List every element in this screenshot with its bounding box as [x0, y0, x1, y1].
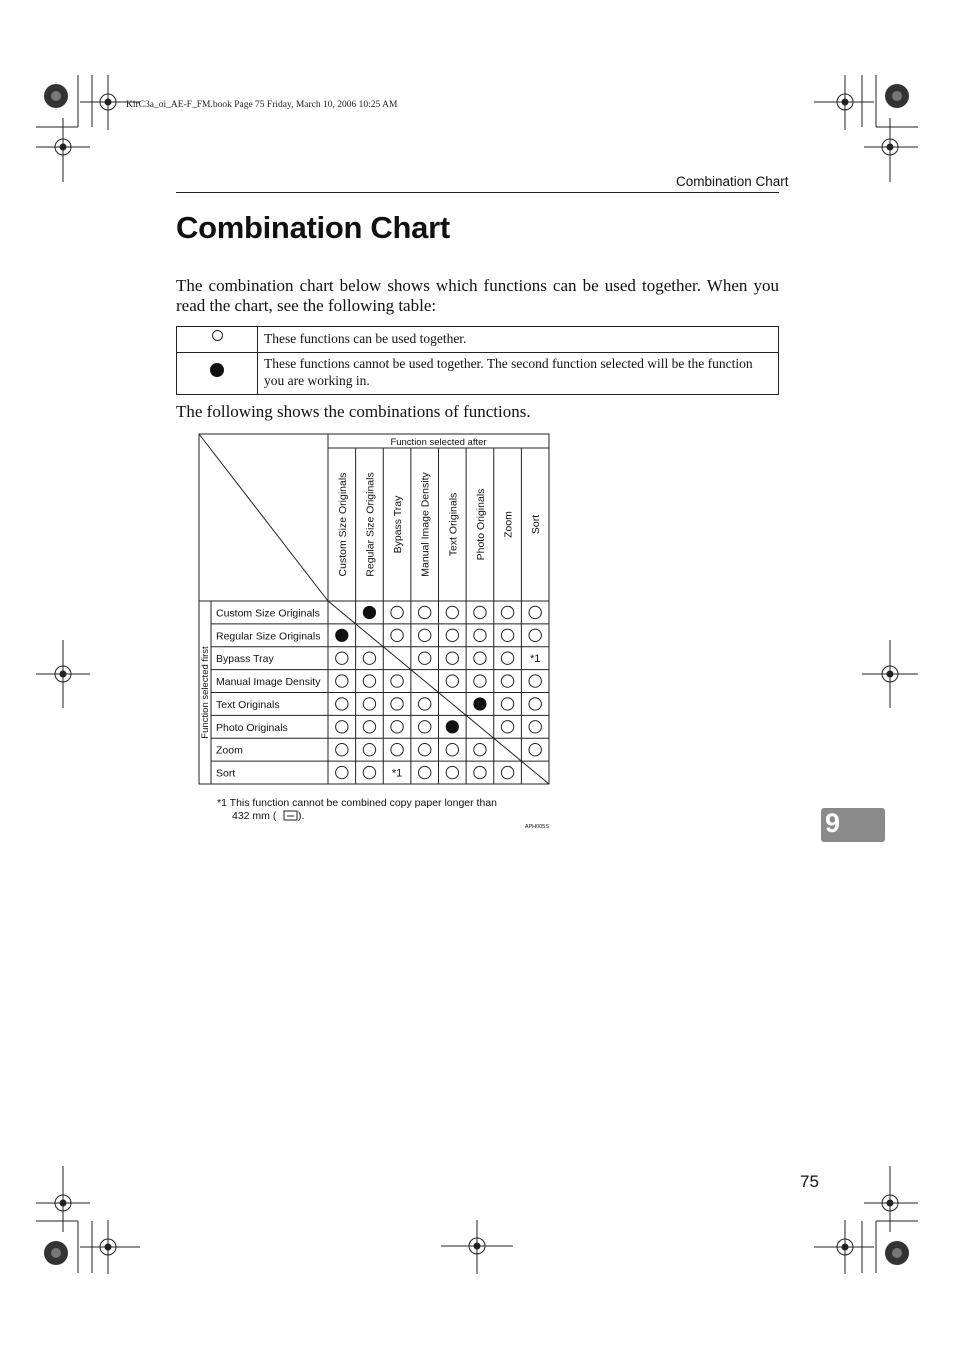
combination-chart — [190, 428, 560, 834]
open-circle-mark — [446, 652, 458, 664]
column-group-label: Function selected after — [390, 437, 487, 448]
open-circle-mark — [391, 606, 403, 618]
row-header: Sort — [216, 767, 236, 780]
open-circle-mark — [418, 629, 430, 641]
diagonal-cell — [328, 601, 356, 624]
diagonal-cell — [439, 693, 467, 716]
open-circle-mark — [501, 698, 513, 710]
column-header: Sort — [530, 514, 543, 535]
running-header: Combination Chart — [676, 174, 789, 189]
diagonal-cell — [466, 715, 494, 738]
open-circle-mark — [418, 721, 430, 733]
open-circle-mark — [501, 606, 513, 618]
filled-circle-mark — [473, 697, 486, 710]
open-circle-mark — [501, 766, 513, 778]
page-number: 75 — [800, 1172, 819, 1191]
open-circle-mark — [336, 698, 348, 710]
footnote-reference: *1 — [529, 653, 541, 666]
row-header: Zoom — [216, 744, 243, 757]
open-circle-mark — [391, 698, 403, 710]
intro-paragraph: The combination chart below shows which functions can be used together. When you read the chart, see the following table: — [176, 276, 779, 315]
column-header: Zoom — [502, 511, 515, 538]
open-circle-mark — [418, 743, 430, 755]
column-header: Custom Size Originals — [336, 472, 349, 577]
legend-row — [177, 327, 779, 353]
filled-circle-icon — [210, 363, 224, 377]
row-header: Text Originals — [216, 698, 280, 711]
open-circle-mark — [391, 675, 403, 687]
open-circle-mark — [391, 743, 403, 755]
footnote-tail: ). — [298, 810, 305, 822]
open-circle-mark — [474, 629, 486, 641]
open-circle-mark — [529, 743, 541, 755]
chart-footnote — [217, 797, 497, 822]
row-header: Bypass Tray — [216, 653, 274, 666]
open-circle-mark — [501, 629, 513, 641]
footnote-reference: *1 — [391, 767, 403, 780]
open-circle-mark — [418, 766, 430, 778]
open-circle-mark — [363, 766, 375, 778]
filled-circle-mark — [446, 720, 459, 733]
legend-row — [177, 353, 779, 395]
open-circle-mark — [446, 675, 458, 687]
footnote-line-1: *1 This function cannot be combined copy paper longer than — [217, 797, 497, 809]
open-circle-mark — [363, 743, 375, 755]
following-text: The following shows the combinations of functions. — [176, 402, 531, 421]
open-circle-mark — [529, 698, 541, 710]
open-circle-mark — [363, 652, 375, 664]
column-header: Bypass Tray — [392, 495, 405, 554]
open-circle-mark — [474, 675, 486, 687]
open-circle-mark — [418, 606, 430, 618]
column-header: Regular Size Originals — [364, 472, 377, 577]
footnote-line-2: 432 mm ( — [232, 810, 277, 822]
chapter-tab — [821, 808, 885, 842]
filled-circle-mark — [363, 606, 376, 619]
open-circle-mark — [529, 629, 541, 641]
legend-symbol-cell — [177, 327, 258, 353]
print-info: KirC3a_oi_AE-F_FM.book Page 75 Friday, March 10, 2006 10:25 AM — [126, 100, 398, 110]
chapter-number: 9 — [825, 808, 841, 838]
filled-circle-mark — [335, 629, 348, 642]
open-circle-mark — [336, 766, 348, 778]
legend-table — [176, 326, 779, 395]
open-circle-mark — [474, 766, 486, 778]
open-circle-mark — [391, 721, 403, 733]
open-circle-mark — [446, 606, 458, 618]
row-header: Manual Image Density — [216, 676, 321, 689]
open-circle-mark — [336, 675, 348, 687]
open-circle-mark — [418, 652, 430, 664]
legend-description: These functions can be used together. — [258, 327, 779, 353]
open-circle-mark — [336, 743, 348, 755]
open-circle-mark — [336, 721, 348, 733]
legend-description: These functions cannot be used together. The second function selected will be the function you are working in. — [258, 353, 779, 395]
open-circle-mark — [363, 721, 375, 733]
header-rule — [176, 192, 779, 193]
page-title: Combination Chart — [176, 210, 450, 245]
open-circle-mark — [501, 721, 513, 733]
legend-symbol-cell — [177, 353, 258, 395]
diagonal-cell — [411, 670, 439, 693]
open-circle-mark — [418, 698, 430, 710]
open-circle-mark — [363, 675, 375, 687]
corner-diagonal — [199, 434, 328, 601]
open-circle-mark — [501, 675, 513, 687]
diagonal-cell — [383, 647, 411, 670]
open-circle-mark — [391, 629, 403, 641]
open-circle-mark — [529, 721, 541, 733]
open-circle-mark — [474, 606, 486, 618]
open-circle-icon — [212, 330, 223, 341]
open-circle-mark — [529, 675, 541, 687]
open-circle-mark — [501, 652, 513, 664]
row-header: Custom Size Originals — [216, 607, 320, 620]
row-header: Photo Originals — [216, 721, 288, 734]
diagonal-cell — [494, 738, 522, 761]
figure-code: APH005S — [524, 824, 549, 830]
open-circle-mark — [474, 652, 486, 664]
column-header: Manual Image Density — [419, 472, 432, 577]
open-circle-mark — [446, 766, 458, 778]
diagonal-cell — [356, 624, 384, 647]
row-header: Regular Size Originals — [216, 630, 321, 643]
diagonal-cell — [521, 761, 549, 784]
column-header: Text Originals — [447, 492, 460, 557]
open-circle-mark — [474, 743, 486, 755]
open-circle-mark — [363, 698, 375, 710]
open-circle-mark — [336, 652, 348, 664]
open-circle-mark — [529, 606, 541, 618]
open-circle-mark — [446, 629, 458, 641]
column-header: Photo Originals — [474, 488, 487, 561]
open-circle-mark — [446, 743, 458, 755]
row-group-label: Function selected first — [200, 646, 211, 739]
